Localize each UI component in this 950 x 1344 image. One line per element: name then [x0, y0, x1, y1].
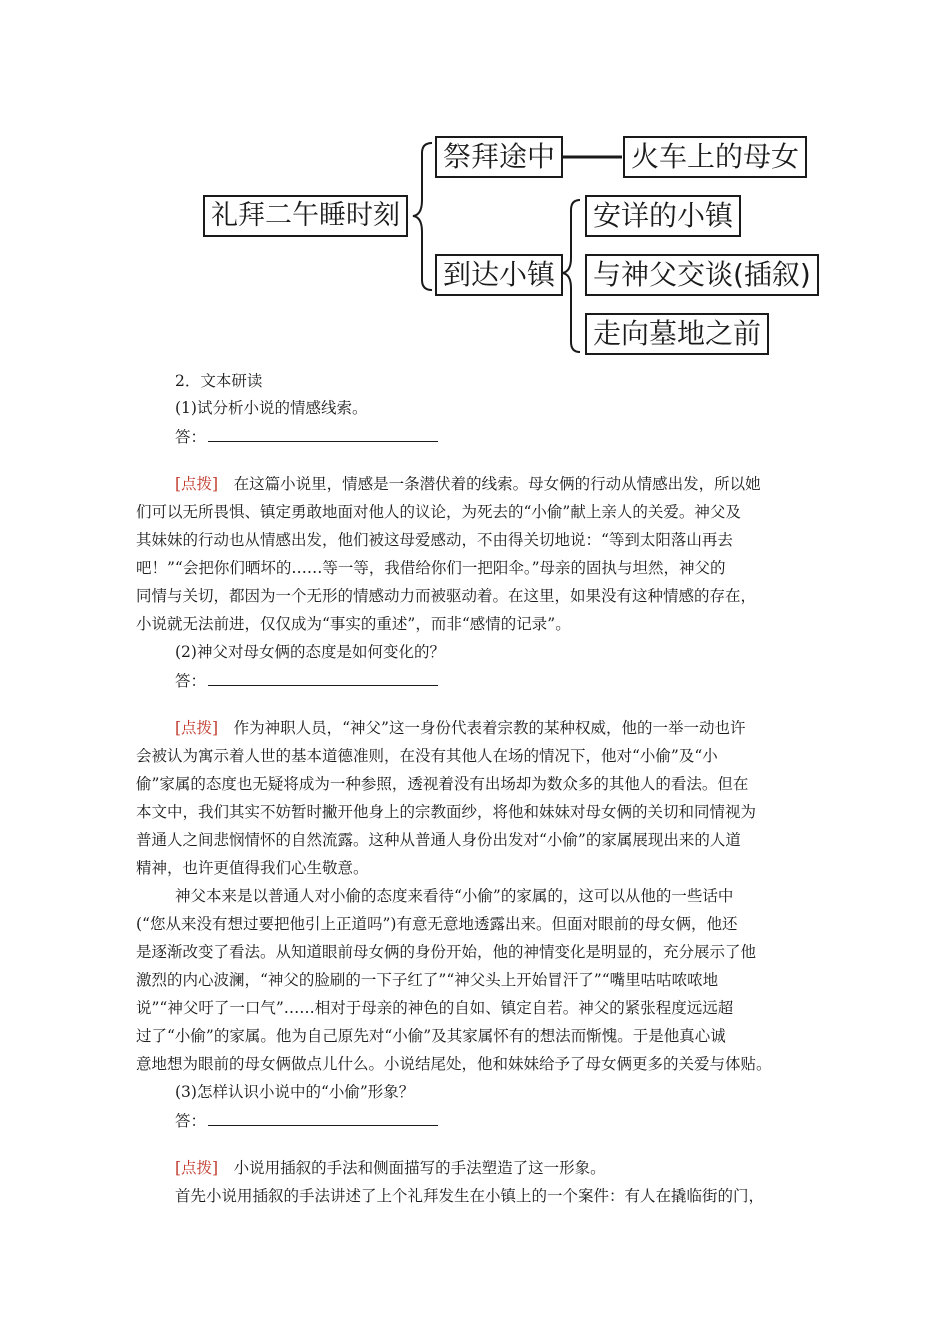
q2-answer-line [175, 670, 438, 692]
q2-hint-line-5: 普通人之间悲悯情怀的自然流露。这种从普通人身份出发对“小偷”的家属展现出来的人道 [136, 831, 741, 849]
diagram-branch2-child-3: 走向墓地之前 [585, 313, 769, 355]
diagram-branch1: 祭拜途中 [435, 136, 563, 178]
diagram-branch2-child-2: 与神父交谈(插叙) [585, 254, 819, 296]
section-title: 2．文本研读 [175, 372, 263, 390]
q2-para2-line-1: 神父本来是以普通人对小偷的态度来看待“小偷”的家属的，这可以从他的一些话中 [175, 887, 734, 905]
answer-blank [208, 427, 438, 442]
diagram-branch1-child: 火车上的母女 [623, 136, 807, 178]
q1-hint-line-5: 同情与关切，都因为一个无形的情感动力而被驱动着。在这里，如果没有这种情感的存在， [136, 587, 757, 605]
answer-blank [208, 1111, 438, 1126]
q3-hint-line-1: [点拨] 小说用插叙的手法和侧面描写的手法塑造了这一形象。 [175, 1159, 606, 1177]
q2-para2-line-2: (“您从来没有想过要把他引上正道吗”)有意无意地透露出来。但面对眼前的母女俩，他还 [136, 915, 738, 933]
q3-question: (3)怎样认识小说中的“小偷”形象？ [175, 1083, 415, 1101]
q1-hint-line-2: 们可以无所畏惧、镇定勇敢地面对他人的议论，为死去的“小偷”献上亲人的关爱。神父及 [136, 503, 741, 521]
diagram-branch2-child-1: 安详的小镇 [585, 195, 741, 237]
hint-tag: [点拨] [175, 475, 219, 493]
q2-question: (2)神父对母女俩的态度是如何变化的？ [175, 643, 445, 661]
diagram-root: 礼拜二午睡时刻 [203, 195, 408, 237]
root-brace [413, 143, 432, 290]
q1-hint-line-4: 吧！”“会把你们晒坏的……等一等，我借给你们一把阳伞。”母亲的固执与坦然，神父的 [136, 559, 726, 577]
diagram-branch2: 到达小镇 [435, 254, 563, 296]
answer-blank [208, 671, 438, 686]
q3-para2-line-1: 首先小说用插叙的手法讲述了上个礼拜发生在小镇上的一个案件：有人在撬临街的门， [175, 1187, 765, 1205]
q1-hint-line-6: 小说就无法前进，仅仅成为“事实的重述”，而非“感情的记录”。 [136, 615, 571, 633]
q2-hint-line-4: 本文中，我们其实不妨暂时撇开他身上的宗教面纱，将他和妹妹对母女俩的关切和同情视为 [136, 803, 757, 821]
q2-para2-line-6: 过了“小偷”的家属。他为自己原先对“小偷”及其家属怀有的想法而惭愧。于是他真心诚 [136, 1027, 726, 1045]
hint-tag: [点拨] [175, 719, 219, 737]
q2-hint-line-3: 偷”家属的态度也无疑将成为一种参照，透视着没有出场却为数众多的其他人的看法。但在 [136, 775, 749, 793]
answer-label: 答： [175, 672, 207, 690]
q1-answer-line [175, 426, 438, 448]
diagram-connectors [0, 0, 950, 380]
q2-para2-line-7: 意地想为眼前的母女俩做点儿什么。小说结尾处，他和妹妹给予了母女俩更多的关爱与体贴。 [136, 1055, 772, 1073]
hint-tag: [点拨] [175, 1159, 219, 1177]
q2-hint-line-1: [点拨] 作为神职人员，“神父”这一身份代表着宗教的某种权威，他的一举一动也许 [175, 719, 746, 737]
q3-answer-line [175, 1110, 438, 1132]
q2-hint-line-2: 会被认为寓示着人世的基本道德准则，在没有其他人在场的情况下，他对“小偷”及“小 [136, 747, 718, 765]
answer-label: 答： [175, 1112, 207, 1130]
q1-question: (1)试分析小说的情感线索。 [175, 399, 368, 417]
q2-hint-line-6: 精神，也许更值得我们心生敬意。 [136, 859, 369, 877]
q2-para2-line-4: 激烈的内心波澜，“神父的脸刷的一下子红了”“神父头上开始冒汗了”“嘴里咕咕哝哝地 [136, 971, 719, 989]
q2-para2-line-3: 是逐渐改变了看法。从知道眼前母女俩的身份开始，他的神情变化是明显的，充分展示了他 [136, 943, 757, 961]
answer-label: 答： [175, 428, 207, 446]
q1-hint-line-3: 其妹妹的行动也从情感出发，他们被这母爱感动，不由得关切地说：“等到太阳落山再去 [136, 531, 733, 549]
q2-para2-line-5: 说”“神父吁了一口气”……相对于母亲的神色的自如、镇定自若。神父的紧张程度远远超 [136, 999, 734, 1017]
branch2-brace [562, 200, 580, 352]
q1-hint-line-1: [点拨] 在这篇小说里，情感是一条潜伏着的线索。母女俩的行动从情感出发，所以她 [175, 475, 761, 493]
